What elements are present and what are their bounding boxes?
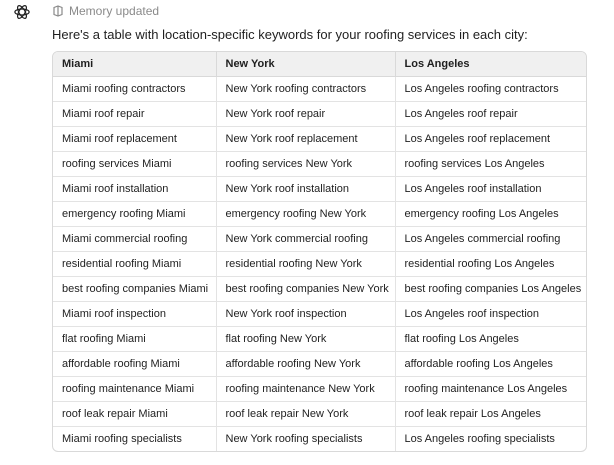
table-cell: Los Angeles commercial roofing: [395, 227, 586, 252]
table-row: [53, 252, 586, 277]
table-cell: Miami roof repair: [53, 102, 216, 127]
table-row: [53, 202, 586, 227]
column-header: Los Angeles: [395, 52, 586, 77]
table-cell: New York roofing specialists: [216, 427, 395, 452]
table-cell: Los Angeles roof repair: [395, 102, 586, 127]
table-cell: Los Angeles roofing contractors: [395, 77, 586, 102]
column-header: Miami: [53, 52, 216, 77]
table-cell: emergency roofing Miami: [53, 202, 216, 227]
table-cell: affordable roofing Miami: [53, 352, 216, 377]
table-cell: residential roofing New York: [216, 252, 395, 277]
table-cell: roof leak repair New York: [216, 402, 395, 427]
table-cell: flat roofing Los Angeles: [395, 327, 586, 352]
table-cell: Miami roof replacement: [53, 127, 216, 152]
table-cell: New York roof inspection: [216, 302, 395, 327]
table-row: [53, 102, 586, 127]
table-cell: Los Angeles roof replacement: [395, 127, 586, 152]
arrow-down-icon[interactable]: [303, 459, 311, 465]
table-row: [53, 277, 586, 302]
table-row: [53, 152, 586, 177]
table-row: [53, 327, 586, 352]
table-body: [53, 77, 586, 452]
table-row: [53, 177, 586, 202]
table-cell: Los Angeles roofing specialists: [404, 433, 555, 445]
table-row: [53, 77, 586, 102]
table-cell: affordable roofing Los Angeles: [395, 352, 586, 377]
table-cell: residential roofing Los Angeles: [395, 252, 586, 277]
table-cell: Miami roof installation: [53, 177, 216, 202]
memory-updated-indicator[interactable]: [52, 2, 159, 20]
table-cell: roofing services Miami: [53, 152, 216, 177]
table-cell: roof leak repair Miami: [53, 402, 216, 427]
table-header-row: [53, 52, 586, 77]
table-row: [53, 227, 586, 252]
table-cell: best roofing companies Los Angeles: [395, 277, 586, 302]
table-cell: New York roofing contractors: [216, 77, 395, 102]
table-row: [53, 427, 586, 452]
table-row: [53, 377, 586, 402]
intro-text: Here's a table with location-specific keywords for your roofing services in each city:: [52, 27, 528, 42]
table-cell: flat roofing Miami: [53, 327, 216, 352]
table-cell: flat roofing New York: [216, 327, 395, 352]
table-cell: roofing maintenance New York: [216, 377, 395, 402]
table-cell: New York roof replacement: [216, 127, 395, 152]
table-cell: Miami roof inspection: [53, 302, 216, 327]
table-cell: roofing services New York: [216, 152, 395, 177]
table-cell: New York commercial roofing: [216, 227, 395, 252]
table-cell: roof leak repair Los Angeles: [395, 402, 586, 427]
table-cell: Miami commercial roofing: [53, 227, 216, 252]
table-row: [53, 302, 586, 327]
table-cell: affordable roofing New York: [216, 352, 395, 377]
memory-status-text: Memory updated: [69, 4, 160, 18]
table-cell: best roofing companies Miami: [53, 277, 216, 302]
table-cell: emergency roofing New York: [216, 202, 395, 227]
table-cell: Los Angeles roof installation: [395, 177, 586, 202]
table-cell: New York roof installation: [216, 177, 395, 202]
table-row: [53, 127, 586, 152]
table-cell: Los Angeles roof inspection: [395, 302, 586, 327]
table-cell: emergency roofing Los Angeles: [395, 202, 586, 227]
table-cell: roofing maintenance Miami: [53, 377, 216, 402]
table-cell: roofing maintenance Los Angeles: [395, 377, 586, 402]
openai-logo-icon: [12, 2, 32, 22]
table-cell: best roofing companies New York: [216, 277, 395, 302]
table-cell: residential roofing Miami: [53, 252, 216, 277]
table-cell: Miami roofing contractors: [53, 77, 216, 102]
table-row: [53, 352, 586, 377]
table-cell: Miami roofing specialists: [53, 427, 216, 452]
table-cell: roofing services Los Angeles: [395, 152, 586, 177]
table-row: [53, 402, 586, 427]
keywords-table: [52, 51, 587, 452]
table-cell: New York roof repair: [216, 102, 395, 127]
column-header: New York: [216, 52, 395, 77]
memory-icon: [52, 5, 64, 17]
